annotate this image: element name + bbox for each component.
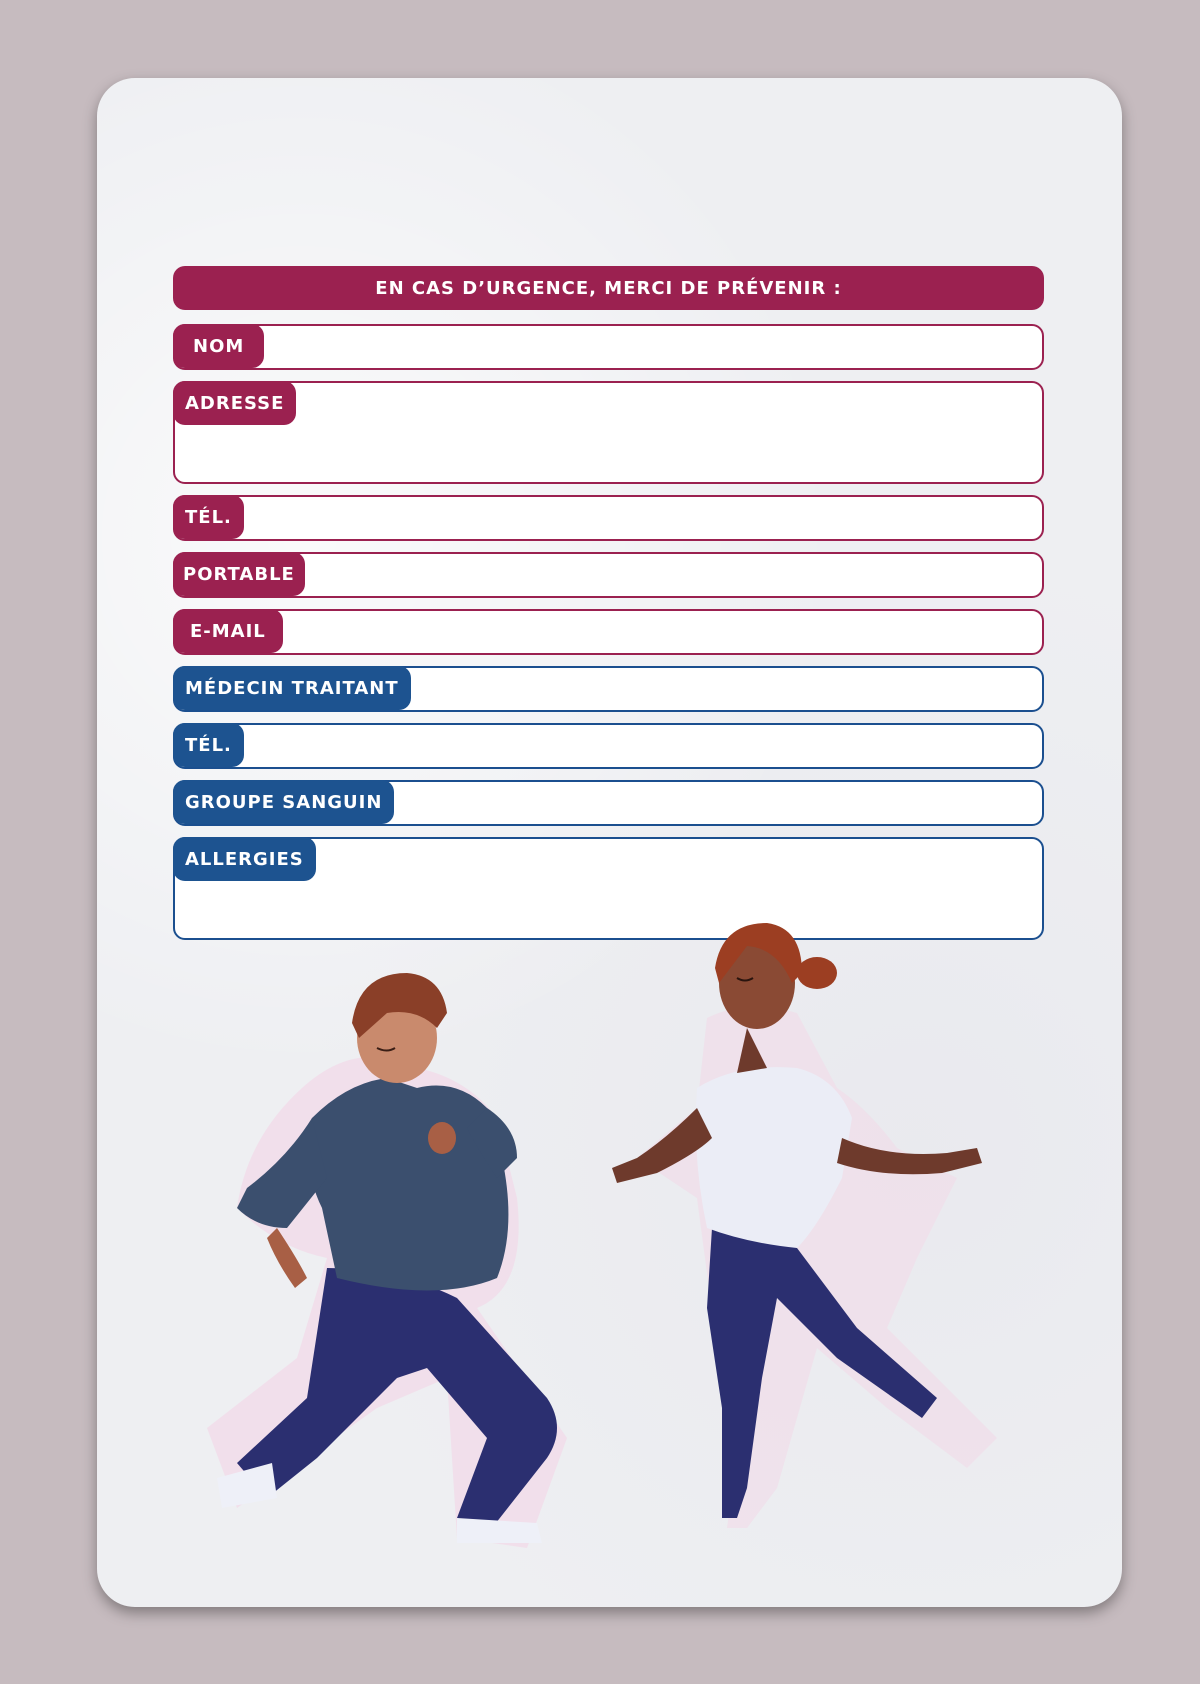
mobile-label: PORTABLE [173, 552, 305, 596]
emergency-header: EN CAS D’URGENCE, MERCI DE PRÉVENIR : [173, 266, 1044, 310]
emergency-card [97, 78, 1122, 1607]
email-label: E-MAIL [173, 609, 283, 653]
blood-group-label: GROUPE SANGUIN [173, 780, 394, 824]
dancers-illustration [97, 78, 1122, 1607]
doctor-phone-label: TÉL. [173, 723, 244, 767]
dancing-boy-figure [207, 973, 567, 1548]
phone-label: TÉL. [173, 495, 244, 539]
dancing-girl-figure [612, 923, 997, 1528]
address-label: ADRESSE [173, 381, 296, 425]
doctor-label: MÉDECIN TRAITANT [173, 666, 411, 710]
name-label: NOM [173, 324, 264, 368]
allergies-label: ALLERGIES [173, 837, 316, 881]
